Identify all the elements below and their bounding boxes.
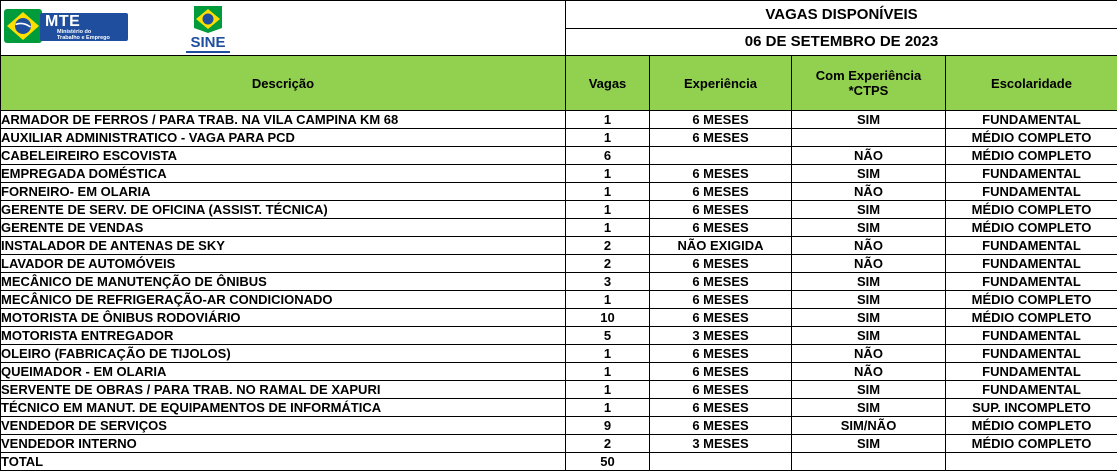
cell-experiencia [650,147,792,165]
cell-vagas: 1 [566,201,650,219]
cell-escolaridade: MÉDIO COMPLETO [946,291,1117,309]
cell-com-experiencia: SIM [792,201,946,219]
cell-com-experiencia: NÃO [792,237,946,255]
cell-experiencia: NÃO EXIGIDA [650,237,792,255]
cell-experiencia: 6 MESES [650,165,792,183]
cell-escolaridade: MÉDIO COMPLETO [946,309,1117,327]
cell-escolaridade: FUNDAMENTAL [946,381,1117,399]
cell-vagas: 9 [566,417,650,435]
cell-vagas: 2 [566,435,650,453]
cell-descricao: GERENTE DE VENDAS [1,219,566,237]
cell-vagas: 5 [566,327,650,345]
table-row [1,219,1117,237]
mte-logo [4,7,127,47]
cell-vagas: 1 [566,183,650,201]
header-escolaridade: Escolaridade [946,56,1117,111]
cell-experiencia: 6 MESES [650,399,792,417]
cell-descricao: EMPREGADA DOMÉSTICA [1,165,566,183]
cell-escolaridade: FUNDAMENTAL [946,111,1117,129]
cell-vagas: 1 [566,291,650,309]
table-row [1,273,1117,291]
header-experiencia: Experiência [650,56,792,111]
cell-com-experiencia: NÃO [792,147,946,165]
total-empty [946,453,1117,471]
cell-experiencia: 6 MESES [650,309,792,327]
cell-com-experiencia: NÃO [792,345,946,363]
cell-descricao: TÉCNICO EM MANUT. DE EQUIPAMENTOS DE INFORMÁTICA [1,399,566,417]
cell-com-experiencia: SIM [792,273,946,291]
cell-descricao: OLEIRO (FABRICAÇÃO DE TIJOLOS) [1,345,566,363]
cell-descricao: VENDEDOR INTERNO [1,435,566,453]
cell-com-experiencia [792,129,946,147]
sine-logo [184,4,234,54]
cell-experiencia: 6 MESES [650,291,792,309]
cell-vagas: 1 [566,165,650,183]
cell-descricao: QUEIMADOR - EM OLARIA [1,363,566,381]
cell-vagas: 2 [566,237,650,255]
table-row [1,417,1117,435]
cell-vagas: 2 [566,255,650,273]
cell-vagas: 6 [566,147,650,165]
table-row [1,255,1117,273]
mte-logo-subtitle: Ministério do Trabalho e Emprego [57,29,110,41]
cell-escolaridade: MÉDIO COMPLETO [946,435,1117,453]
table-row [1,111,1117,129]
table-row [1,327,1117,345]
cell-experiencia: 6 MESES [650,345,792,363]
cell-escolaridade: MÉDIO COMPLETO [946,201,1117,219]
cell-descricao: CABELEIREIRO ESCOVISTA [1,147,566,165]
cell-experiencia: 6 MESES [650,255,792,273]
cell-descricao: MECÂNICO DE MANUTENÇÃO DE ÔNIBUS [1,273,566,291]
cell-com-experiencia: SIM [792,435,946,453]
brazil-flag-icon [4,9,42,43]
document-title: VAGAS DISPONÍVEIS [566,1,1117,29]
total-empty [650,453,792,471]
header-vagas: Vagas [566,56,650,111]
cell-com-experiencia: NÃO [792,183,946,201]
cell-descricao: MOTORISTA DE ÔNIBUS RODOVIÁRIO [1,309,566,327]
cell-experiencia: 6 MESES [650,417,792,435]
cell-descricao: ARMADOR DE FERROS / PARA TRAB. NA VILA CAMPINA KM 68 [1,111,566,129]
cell-com-experiencia: SIM [792,165,946,183]
cell-com-experiencia: SIM [792,309,946,327]
table-row [1,381,1117,399]
cell-escolaridade: FUNDAMENTAL [946,237,1117,255]
cell-escolaridade: FUNDAMENTAL [946,327,1117,345]
cell-com-experiencia: NÃO [792,363,946,381]
column-header-row [1,56,1117,111]
cell-com-experiencia: SIM [792,291,946,309]
cell-experiencia: 6 MESES [650,381,792,399]
cell-vagas: 3 [566,273,650,291]
cell-com-experiencia: SIM/NÃO [792,417,946,435]
cell-experiencia: 6 MESES [650,201,792,219]
cell-com-experiencia: NÃO [792,255,946,273]
total-vagas: 50 [566,453,650,471]
table-row [1,345,1117,363]
cell-descricao: INSTALADOR DE ANTENAS DE SKY [1,237,566,255]
table-row [1,129,1117,147]
sine-logo-text: SINE [190,34,226,51]
cell-descricao: MOTORISTA ENTREGADOR [1,327,566,345]
cell-escolaridade: FUNDAMENTAL [946,363,1117,381]
cell-escolaridade: MÉDIO COMPLETO [946,219,1117,237]
table-row [1,399,1117,417]
cell-vagas: 1 [566,363,650,381]
table-row [1,147,1117,165]
cell-escolaridade: MÉDIO COMPLETO [946,129,1117,147]
table-row [1,183,1117,201]
cell-vagas: 1 [566,129,650,147]
cell-experiencia: 6 MESES [650,129,792,147]
table-row [1,435,1117,453]
total-row [1,453,1117,471]
cell-escolaridade: FUNDAMENTAL [946,255,1117,273]
header-descricao: Descrição [1,56,566,111]
cell-com-experiencia: SIM [792,399,946,417]
total-empty [792,453,946,471]
cell-experiencia: 3 MESES [650,435,792,453]
cell-com-experiencia: SIM [792,327,946,345]
table-row [1,309,1117,327]
cell-experiencia: 6 MESES [650,363,792,381]
total-label: TOTAL [1,453,566,471]
logo-cell [1,1,566,56]
cell-vagas: 10 [566,309,650,327]
mte-logo-text: MTE [45,13,81,30]
cell-descricao: VENDEDOR DE SERVIÇOS [1,417,566,435]
cell-vagas: 1 [566,345,650,363]
cell-escolaridade: MÉDIO COMPLETO [946,417,1117,435]
cell-vagas: 1 [566,381,650,399]
cell-descricao: FORNEIRO- EM OLARIA [1,183,566,201]
cell-escolaridade: FUNDAMENTAL [946,165,1117,183]
cell-vagas: 1 [566,399,650,417]
table-row [1,291,1117,309]
document-date: 06 DE SETEMBRO DE 2023 [566,28,1117,56]
sine-flag-icon [190,4,226,34]
cell-com-experiencia: SIM [792,219,946,237]
table-row [1,237,1117,255]
cell-experiencia: 6 MESES [650,183,792,201]
cell-com-experiencia: SIM [792,111,946,129]
cell-escolaridade: SUP. INCOMPLETO [946,399,1117,417]
cell-escolaridade: FUNDAMENTAL [946,273,1117,291]
table-row [1,165,1117,183]
cell-experiencia: 6 MESES [650,111,792,129]
cell-descricao: GERENTE DE SERV. DE OFICINA (ASSIST. TÉCNICA) [1,201,566,219]
cell-experiencia: 3 MESES [650,327,792,345]
cell-vagas: 1 [566,111,650,129]
cell-vagas: 1 [566,219,650,237]
table-row [1,201,1117,219]
cell-escolaridade: FUNDAMENTAL [946,345,1117,363]
cell-descricao: SERVENTE DE OBRAS / PARA TRAB. NO RAMAL DE XAPURI [1,381,566,399]
cell-descricao: MECÂNICO DE REFRIGERAÇÃO-AR CONDICIONADO [1,291,566,309]
header-com-experiencia: Com Experiência *CTPS [792,56,946,111]
cell-experiencia: 6 MESES [650,219,792,237]
table-row [1,363,1117,381]
cell-descricao: AUXILIAR ADMINISTRATICO - VAGA PARA PCD [1,129,566,147]
cell-descricao: LAVADOR DE AUTOMÓVEIS [1,255,566,273]
cell-experiencia: 6 MESES [650,273,792,291]
cell-escolaridade: MÉDIO COMPLETO [946,147,1117,165]
cell-escolaridade: FUNDAMENTAL [946,183,1117,201]
cell-com-experiencia: SIM [792,381,946,399]
